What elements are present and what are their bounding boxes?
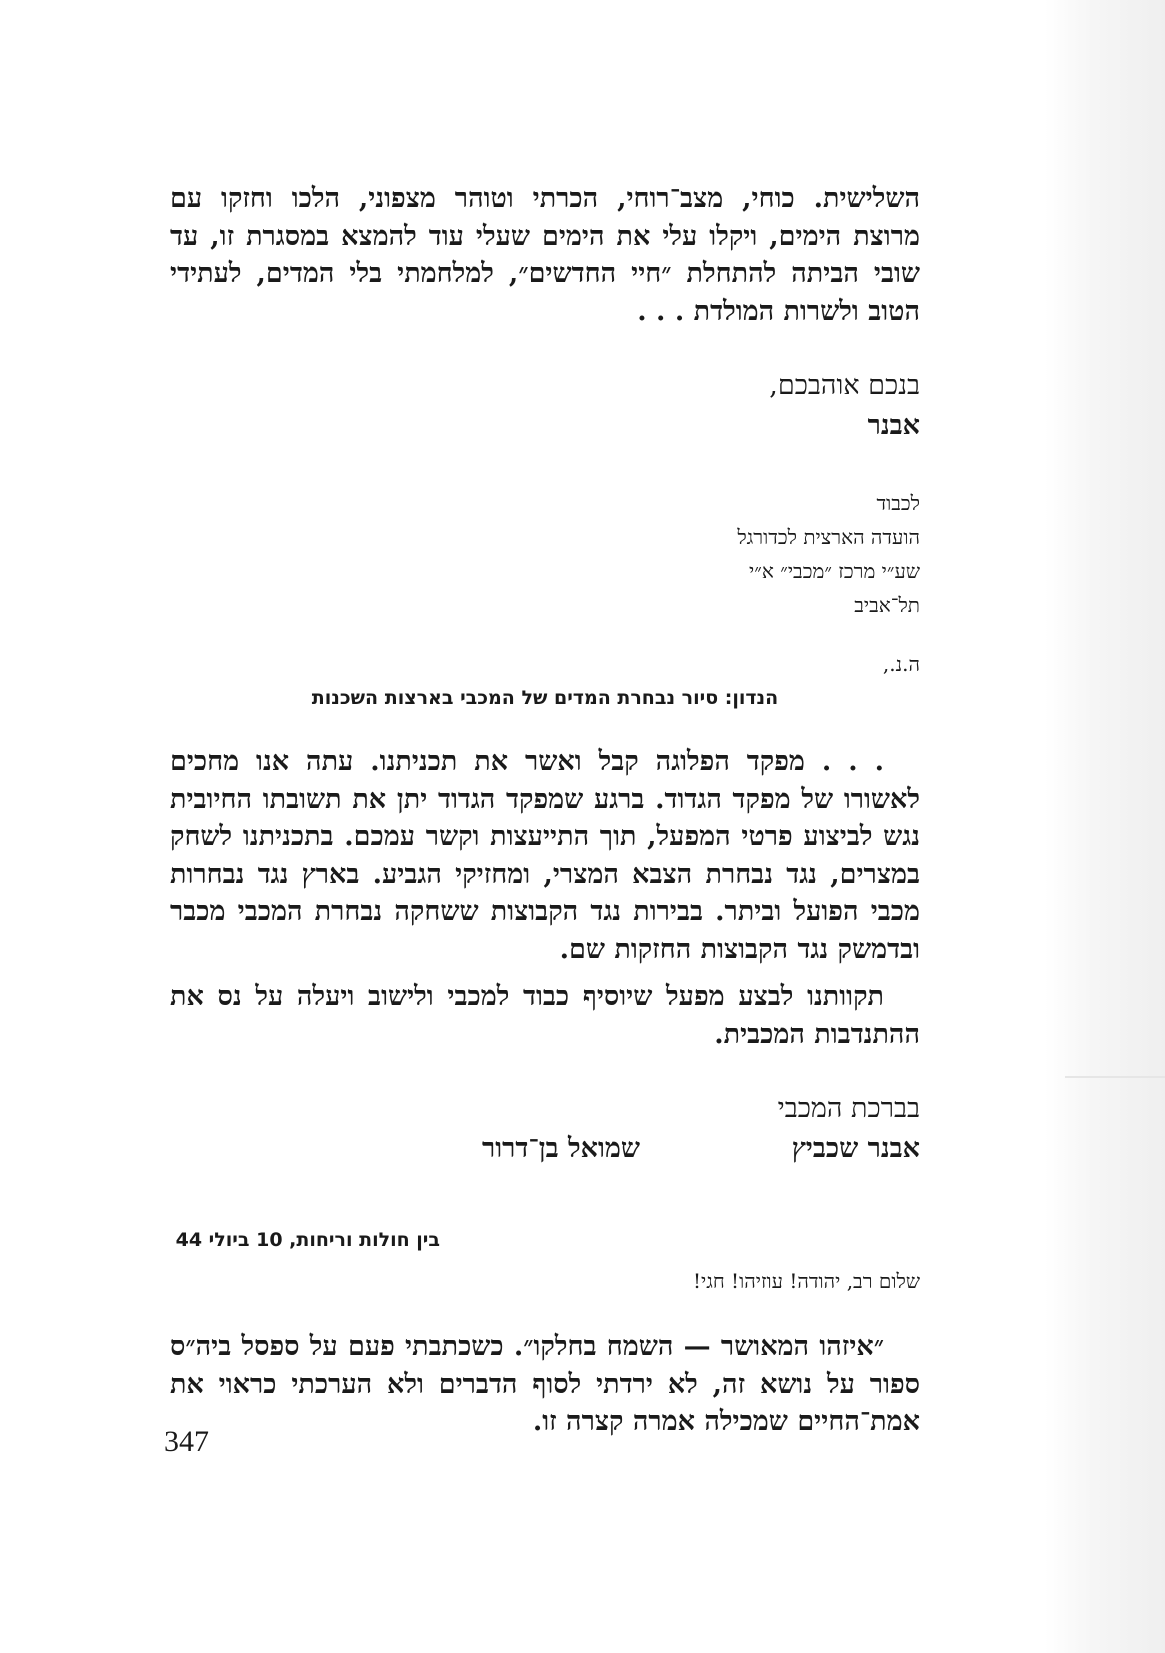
book-page (170, 180, 920, 1441)
letter3-greeting: שלום רב, יהודה! עוזיהו! חגי! (692, 1269, 920, 1293)
page-number: 347 (164, 1425, 209, 1458)
letter1-signoff (170, 366, 920, 446)
letter2-signers (170, 1129, 920, 1169)
letter1-closing: בנכם אוהבכם, (769, 370, 920, 401)
address-line-3: שע״י מרכז ״מכבי״ א״י (749, 559, 920, 583)
address-line-2: הועדה הארצית לכדורגל (737, 525, 920, 549)
letter2-closing: בברכת המכבי (777, 1093, 920, 1124)
letter2-salutation: ה.נ., (882, 652, 920, 676)
scan-crease (1065, 1076, 1165, 1078)
signer-1: אבנר שכביץ (791, 1133, 920, 1164)
scan-page-edge (1045, 0, 1165, 1653)
address-line-1: לכבוד (876, 491, 920, 515)
letter2-paragraph-2: תקוותנו לבצע מפעל שיוסיף כבוד למכבי ולישוב ויעלה על נס את ההתנדבות המכבית. (170, 981, 920, 1050)
letter1-signature: אבנר (867, 410, 920, 441)
letter2-address (170, 486, 920, 622)
letter2-signoff (170, 1089, 920, 1169)
letter1-body: השלישית. כוחי, מצב־רוחי, הכרתי וטוהר מצפוני, הלכו וחזקו עם מרוצת הימים, ויקלו עלי את הימים שעלי עוד להמצא במסגרת זו, עד שובי הביתה להתחלת ״חיי החדשים״, למלחמתי בלי המדים, לעתידי הטוב ולשרות המולדת . . . (170, 183, 920, 327)
letter3-location-date: בין חולות וריחות, 10 ביולי 44 (175, 1229, 440, 1251)
letter2-subject: הנדון: סיור נבחרת המדים של המכבי בארצות השכנות (311, 687, 779, 709)
letter2-paragraph-1: . . . מפקד הפלוגה קבל ואשר את תכניתנו. עתה אנו מחכים לאשורו של מפקד הגדוד. ברגע שמפקד הגדוד יתן את תשובתו החיובית נגש לביצוע פרטי המפעל, תוך התייעצות וקשר עמכם. בתכניתנו לשחק במצרים, נגד נבחרת הצבא המצרי, ומחזיקי הגביע. בארץ נגד נבחרות מכבי הפועל וביתר. בבירות נגד הקבוצות ששחקה נבחרת המכבי מכבר ובדמשק נגד הקבוצות החזקות שם. (170, 746, 920, 965)
address-line-4: תל־אביב (854, 593, 920, 617)
signer-2: שמואל בן־דרור (481, 1133, 640, 1164)
letter3-paragraph-1: ״איזהו המאושר — השמח בחלקו״. כשכתבתי פעם על ספסל ביה״ס ספור על נושא זה, לא ירדתי לסוף הדברים ולא הערכתי כראוי את אמת־החיים שמכילה אמרה קצרה זו. (170, 1331, 920, 1437)
